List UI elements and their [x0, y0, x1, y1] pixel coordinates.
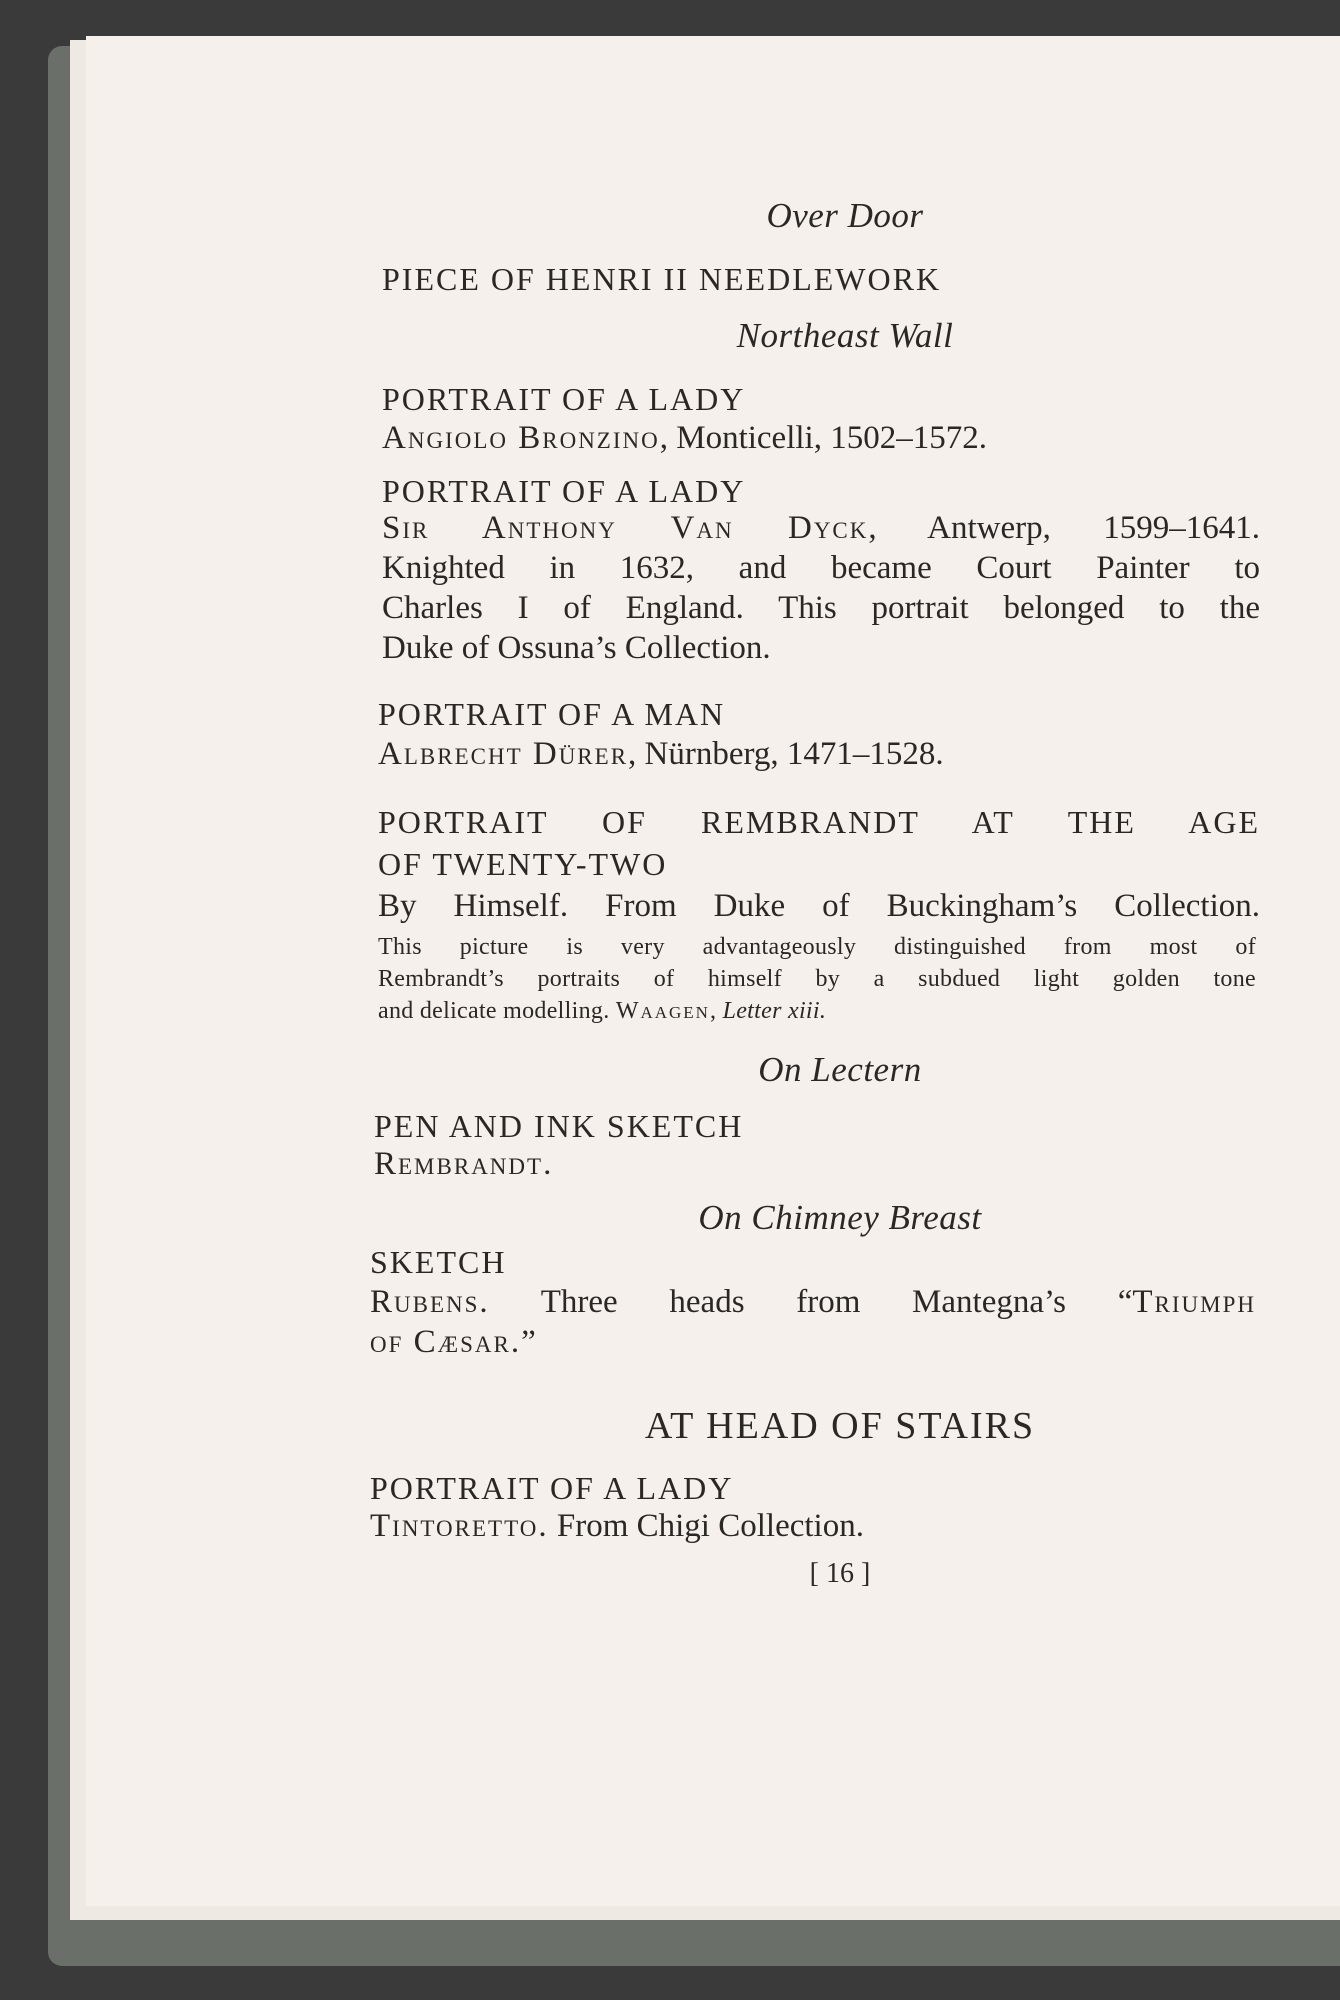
stairs-artist: Tintoretto. — [370, 1508, 549, 1544]
waagen-source: Letter xiii. — [722, 998, 827, 1024]
chimney-artist: Rubens. — [370, 1284, 490, 1320]
heading-northeast-wall: Northeast Wall — [736, 316, 954, 355]
van-dyck-note-line: Knighted in 1632, and became Court Painter to — [382, 550, 1260, 586]
chimney-desc-sc: Triumph — [1132, 1284, 1256, 1320]
durer-attribution — [378, 736, 944, 773]
lectern-artist-name: Rembrandt. — [374, 1146, 554, 1182]
chimney-desc: Three heads from Mantegna’s “ — [489, 1284, 1133, 1320]
rembrandt-byline: By Himself. From Duke of Buckingham’s Collection. — [378, 888, 1260, 924]
stairs-details: From Chigi Collection. — [548, 1508, 864, 1544]
item-henri-needlework: PIECE OF HENRI II NEEDLEWORK — [382, 261, 942, 297]
bronzino-title: PORTRAIT OF A LADY — [382, 381, 746, 417]
book-page — [86, 36, 1340, 1906]
stairs-title: PORTRAIT OF A LADY — [370, 1470, 734, 1506]
bronzino-details: , Monticelli, 1502–1572. — [659, 420, 987, 456]
waagen-quote-last-line: and delicate modelling. Waagen, Letter xiii. — [378, 998, 827, 1024]
stairs-attribution — [370, 1508, 864, 1545]
waagen-author: Waagen — [615, 998, 710, 1024]
section-at-head-of-stairs: AT HEAD OF STAIRS — [644, 1405, 1036, 1447]
chimney-description-line2 — [370, 1324, 536, 1361]
chimney-line2-end: ” — [521, 1324, 536, 1360]
page-number: [ 16 ] — [809, 1558, 871, 1589]
van-dyck-attribution — [382, 510, 1260, 547]
chimney-description — [370, 1284, 1256, 1321]
durer-details: , Nürnberg, 1471–1528. — [628, 736, 944, 772]
van-dyck-details: , Antwerp, 1599–1641. — [868, 510, 1261, 546]
rembrandt-title-line: OF TWENTY-TWO — [378, 846, 668, 882]
bronzino-attribution — [382, 420, 987, 457]
waagen-quote-line: This picture is very advantageously distinguished from most of — [378, 934, 1256, 960]
van-dyck-title: PORTRAIT OF A LADY — [382, 473, 746, 509]
heading-on-chimney-breast: On Chimney Breast — [698, 1198, 982, 1237]
waagen-quote-line: Rembrandt’s portraits of himself by a subdued light golden tone — [378, 966, 1256, 992]
rembrandt-title-line: PORTRAIT OF REMBRANDT AT THE AGE — [378, 804, 1260, 840]
bronzino-artist: Angiolo Bronzino — [382, 420, 660, 456]
waagen-quote-text: and delicate modelling. — [378, 998, 610, 1024]
heading-over-door: Over Door — [766, 196, 924, 235]
lectern-artist — [374, 1146, 553, 1183]
van-dyck-note-line: Charles I of England. This portrait belonged to the — [382, 590, 1260, 626]
durer-title: PORTRAIT OF A MAN — [378, 696, 726, 732]
heading-on-lectern: On Lectern — [758, 1050, 922, 1089]
chimney-line2-sc: of Cæsar. — [370, 1324, 522, 1360]
chimney-title: SKETCH — [370, 1244, 507, 1280]
van-dyck-artist: Sir Anthony Van Dyck — [382, 510, 869, 546]
durer-artist: Albrecht Dürer — [378, 736, 629, 772]
lectern-title: PEN AND INK SKETCH — [374, 1108, 744, 1144]
van-dyck-note-line: Duke of Ossuna’s Collection. — [382, 630, 771, 666]
